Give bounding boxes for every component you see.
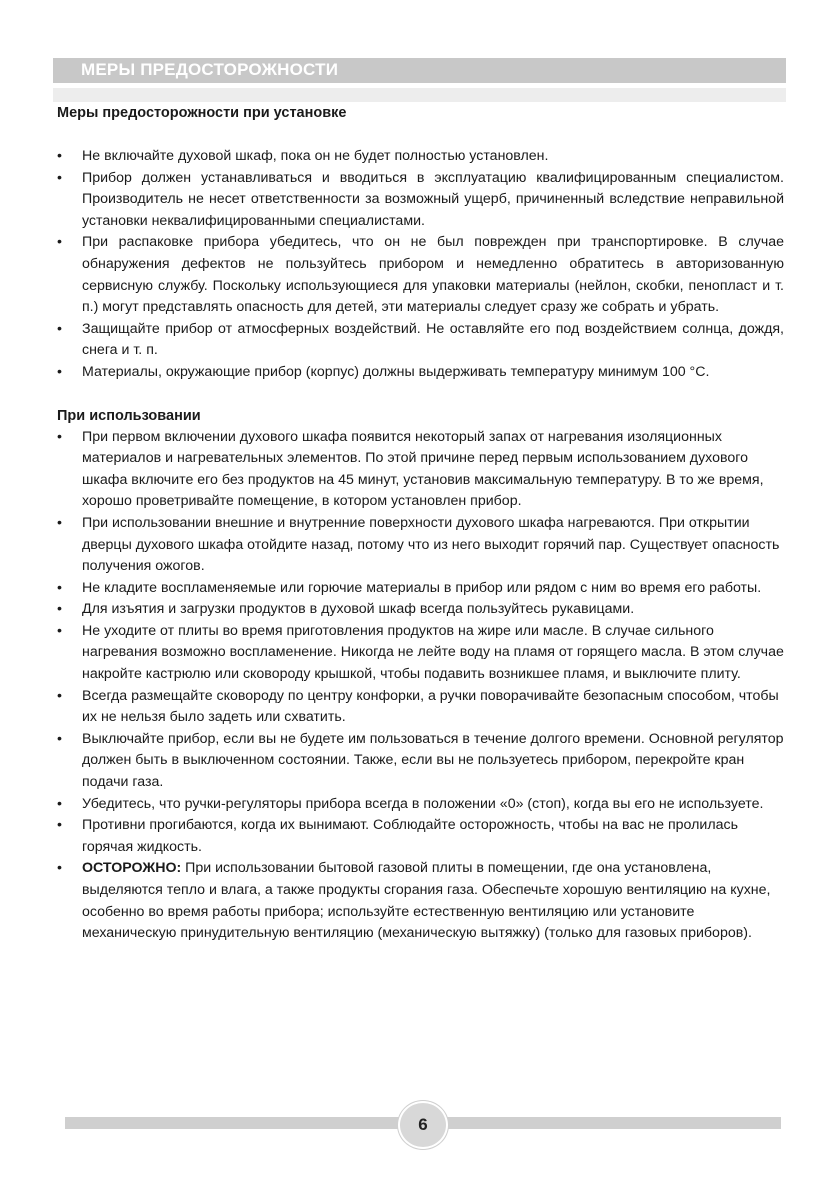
section-header-bar [53, 58, 786, 83]
list-item: • Убедитесь, что ручки-регуляторы прибора всегда в положении «0» (стоп), когда вы его не используете. [57, 794, 784, 816]
usage-precautions-title: При использовании [57, 407, 201, 424]
list-item: • При использовании внешние и внутренние поверхности духового шкафа нагреваются. При открытии дверцы духового шкафа отойдите назад, потому что из него выходит горячий пар. Существует опасность получения ожогов. [57, 513, 784, 578]
list-item: • Для изъятия и загрузки продуктов в духовой шкаф всегда пользуйтесь рукавицами. [57, 599, 784, 621]
list-item: • Прибор должен устанавливаться и вводиться в эксплуатацию квалифицированным специалистом. Производитель не несет ответственности за возможный ущерб, причиненный вследствие неправильной установки неквалифицированными специалистами. [57, 168, 784, 233]
list-item: • Всегда размещайте сковороду по центру конфорки, а ручки поворачивайте безопасным способом, чтобы их не нельзя было задеть или схватить. [57, 686, 784, 729]
usage-precautions-list [57, 427, 784, 945]
warning-label: ОСТОРОЖНО: [82, 860, 182, 877]
section-header-title: МЕРЫ ПРЕДОСТОРОЖНОСТИ [81, 60, 339, 79]
header-underline [53, 88, 786, 102]
list-item: • Не уходите от плиты во время приготовления продуктов на жире или масле. В случае сильного нагревания возможно воспламенение. Никогда не лейте воду на пламя от горящего масла. В этом случае накройте кастрюлю или сковороду крышкой, чтобы подавить возникшее пламя, и выключите плиту. [57, 621, 784, 686]
list-item: • Противни прогибаются, когда их вынимают. Соблюдайте осторожность, чтобы на вас не пролилась горячая жидкость. [57, 815, 784, 858]
list-item: • Защищайте прибор от атмосферных воздействий. Не оставляйте его под воздействием солнца, дождя, снега и т. п. [57, 319, 784, 362]
page-number: 6 [418, 1115, 428, 1134]
page-number-badge [398, 1101, 448, 1149]
installation-precautions-title: Меры предосторожности при установке [57, 105, 347, 121]
warning-item [57, 858, 784, 944]
page-content [57, 102, 784, 945]
list-item: • Не включайте духовой шкаф, пока он не будет полностью установлен. [57, 146, 784, 168]
installation-precautions-list [57, 146, 784, 384]
warning-text: При использовании бытовой газовой плиты в помещении, где она установлена, выделяются тепло и влага, а также продукты сгорания газа. Обеспечьте хорошую вентиляцию на кухне, особенно во время работы прибора; используйте естественную вентиляцию или установите механическую принудительную вентиляцию (механическую вытяжку) (только для газовых приборов). [82, 860, 771, 942]
list-item: • Не кладите воспламеняемые или горючие материалы в прибор или рядом с ним во время его работы. [57, 578, 784, 600]
list-item: • Материалы, окружающие прибор (корпус) должны выдерживать температуру минимум 100 °С. [57, 362, 784, 384]
list-item: • Выключайте прибор, если вы не будете им пользоваться в течение долгого времени. Основной регулятор должен быть в выключенном состоянии. Также, если вы не пользуетесь прибором, перекройте кран подачи газа. [57, 729, 784, 794]
list-item: • При распаковке прибора убедитесь, что он не был поврежден при транспортировке. В случае обнаружения дефектов не пользуйтесь прибором и немедленно обратитесь в авторизованную сервисную службу. Поскольку использующиеся для упаковки материалы (нейлон, скобки, пенопласт и т. п.) могут представлять опасность для детей, эти материалы следует сразу же собрать и убрать. [57, 232, 784, 318]
list-item: • При первом включении духового шкафа появится некоторый запах от нагревания изоляционных материалов и нагревательных элементов. По этой причине перед первым использованием духового шкафа включите его без продуктов на 45 минут, установив максимальную температуру. В то же время, хорошо проветривайте помещение, в котором установлен прибор. [57, 427, 784, 513]
